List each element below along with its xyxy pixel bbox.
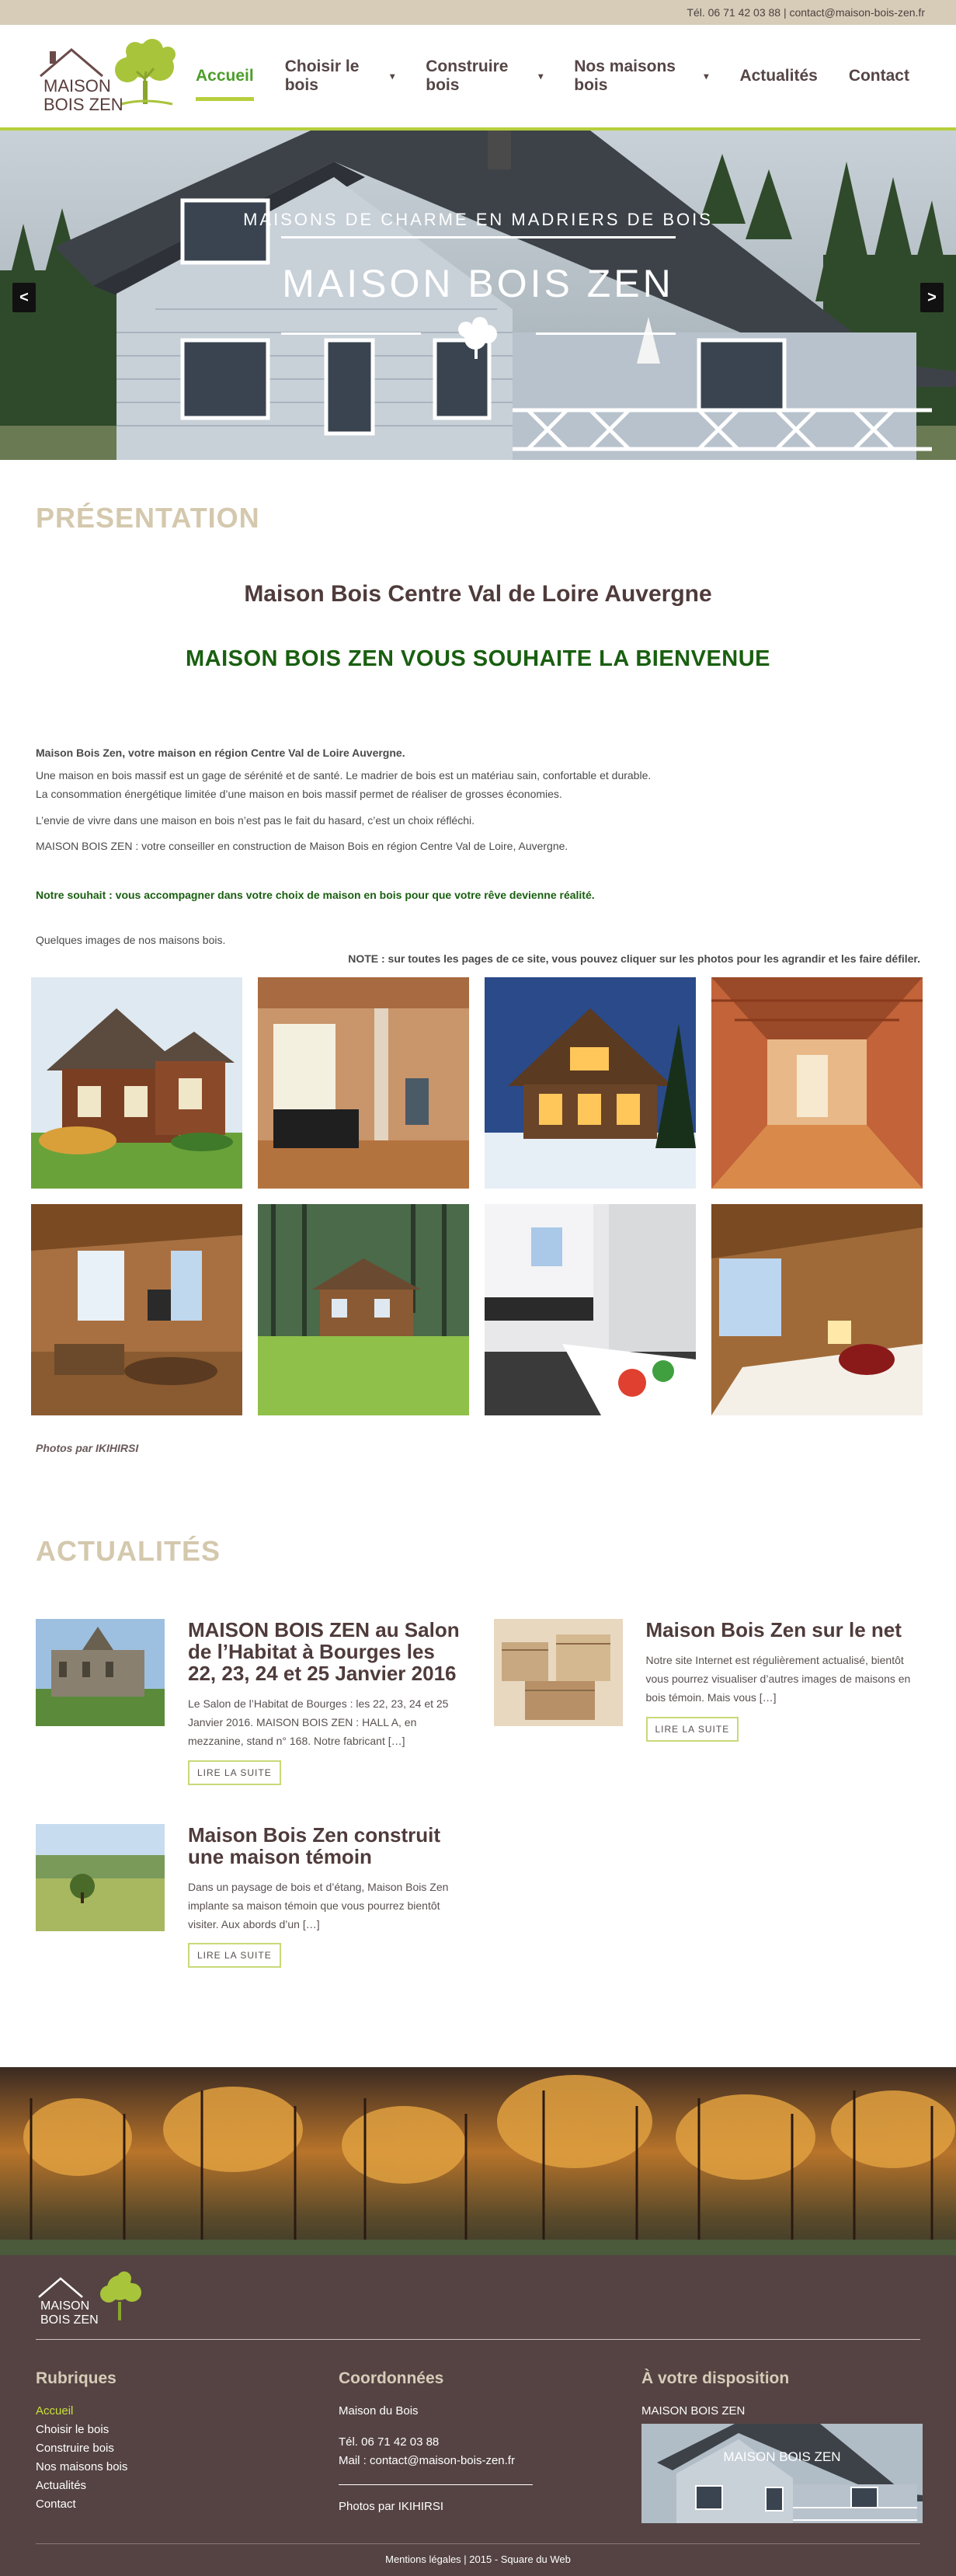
- svg-text:BOIS ZEN: BOIS ZEN: [43, 95, 123, 114]
- footer-link[interactable]: Accueil: [36, 2404, 74, 2418]
- svg-text:BOIS ZEN: BOIS ZEN: [40, 2313, 99, 2327]
- footer-dispo-name: MAISON BOIS ZEN: [641, 2404, 746, 2418]
- chevron-down-icon: ▾: [390, 71, 395, 82]
- para-3: L’envie de vivre dans une maison en bois n’est pas le fait du hasard, c’est un choix réfléchi.: [36, 813, 475, 827]
- forest-banner-image: [0, 2067, 956, 2255]
- para-1: Une maison en bois massif est un gage de sérénité et de santé. Le madrier de bois est un matériau sain, confortable et durable.: [36, 769, 652, 782]
- gallery-photo[interactable]: [711, 977, 923, 1189]
- svg-text:MAISON: MAISON: [43, 76, 111, 96]
- footer-link[interactable]: Actualités: [36, 2479, 87, 2493]
- top-contact-text[interactable]: Tél. 06 71 42 03 88 | contact@maison-bois-zen.fr: [687, 6, 925, 19]
- footer-coord-mail[interactable]: Mail : contact@maison-bois-zen.fr: [339, 2454, 515, 2468]
- hero-slider: [0, 131, 956, 460]
- presentation-section: [0, 460, 956, 965]
- news-item-title[interactable]: MAISON BOIS ZEN au Salon de l’Habitat à Bourges les 22, 23, 24 et 25 Janvier 2016: [188, 1618, 460, 1686]
- footer-house-thumb[interactable]: [641, 2424, 923, 2523]
- gallery-photo[interactable]: [711, 1204, 923, 1415]
- nav-contact-label: Contact: [848, 67, 909, 85]
- gallery-photo[interactable]: [258, 977, 469, 1189]
- hero-subtitle: MAISONS DE CHARME EN MADRIERS DE BOIS: [243, 210, 713, 229]
- gallery-photo[interactable]: [31, 1204, 242, 1415]
- news-item-excerpt: Dans un paysage de bois et d’étang, Maison Bois Zen implante sa maison témoin que vous pourrez bientôt visiter. Aux abords d’un […]: [188, 1880, 449, 1930]
- top-contact-bar: [0, 0, 956, 25]
- footer-link[interactable]: Nos maisons bois: [36, 2460, 128, 2474]
- wish-text: Notre souhait : vous accompagner dans votre choix de maison en bois pour que votre rêve devienne réalité.: [36, 889, 595, 902]
- read-more-button[interactable]: LIRE LA SUITE: [646, 1717, 739, 1742]
- footer-columns: [36, 2369, 920, 2523]
- news-title: ACTUALITÉS: [36, 1535, 221, 1568]
- hero-title: MAISON BOIS ZEN: [282, 262, 674, 305]
- nav-accueil[interactable]: [180, 61, 269, 92]
- para-4: MAISON BOIS ZEN : votre conseiller en construction de Maison Bois en région Centre Val de Loire, Auvergne.: [36, 840, 568, 853]
- footer-col-disposition: [641, 2369, 923, 2523]
- footer-logo[interactable]: [36, 2255, 152, 2330]
- news-grid: [36, 1619, 920, 2007]
- footer-link[interactable]: Contact: [36, 2498, 76, 2512]
- read-more-button[interactable]: LIRE LA SUITE: [188, 1943, 281, 1968]
- footer-rubriques-list: [36, 2402, 339, 2514]
- presentation-heading: Maison Bois Centre Val de Loire Auvergne: [244, 581, 712, 607]
- gallery-note: NOTE : sur toutes les pages de ce site, vous pouvez cliquer sur les photos pour les agrandir et les faire défiler.: [348, 952, 920, 966]
- news-body: [646, 1619, 921, 1785]
- chevron-down-icon: ▾: [538, 71, 544, 82]
- footer-coord-photos: Photos par IKIHIRSI: [339, 2500, 444, 2514]
- news-item-title[interactable]: Maison Bois Zen sur le net: [645, 1618, 902, 1642]
- intro-strong: Maison Bois Zen, votre maison en région Centre Val de Loire Auvergne.: [36, 747, 405, 759]
- news-item: [36, 1619, 463, 1785]
- news-thumb[interactable]: [36, 1824, 165, 1931]
- hero-divider-left: [281, 332, 421, 335]
- news-item-title[interactable]: Maison Bois Zen construit une maison témoin: [188, 1822, 441, 1868]
- nav-maisons-label: Nos maisons bois: [574, 57, 676, 94]
- main-nav: [180, 57, 925, 94]
- gallery-photo[interactable]: [258, 1204, 469, 1415]
- hero-divider-top: [281, 236, 676, 238]
- news-section: [0, 1454, 956, 2007]
- footer-link[interactable]: Choisir le bois: [36, 2423, 110, 2437]
- site-footer: [0, 2255, 956, 2576]
- svg-text:MAISON: MAISON: [40, 2299, 90, 2313]
- nav-choisir-le-bois[interactable]: [269, 57, 411, 94]
- gallery-photo[interactable]: [31, 977, 242, 1189]
- hero-divider-right: [536, 332, 676, 335]
- site-logo[interactable]: [36, 37, 180, 115]
- news-thumb[interactable]: [494, 1619, 623, 1726]
- news-body: [188, 1824, 463, 1969]
- slider-prev-button[interactable]: <: [12, 283, 36, 312]
- nav-construire-bois[interactable]: [410, 57, 558, 94]
- nav-accueil-label: Accueil: [196, 67, 254, 85]
- footer-link[interactable]: Construire bois: [36, 2442, 114, 2456]
- news-item-excerpt: Le Salon de l’Habitat de Bourges : les 22, 23, 24 et 25 Janvier 2016. MAISON BOIS ZEN : HALL A, en mezzanine, stand n° 168. Notre fabricant […]: [188, 1697, 449, 1748]
- footer-coord-tel[interactable]: Tél. 06 71 42 03 88: [339, 2435, 440, 2449]
- footer-rubriques-title: Rubriques: [36, 2369, 116, 2388]
- para-2: La consommation énergétique limitée d’une maison en bois massif permet de réaliser de grosses économies.: [36, 787, 562, 800]
- photos-credit: Photos par IKIHIRSI: [36, 1442, 139, 1455]
- nav-choisir-label: Choisir le bois: [284, 57, 360, 94]
- news-item-excerpt: Notre site Internet est régulièrement actualisé, bientôt vous pourrez visualiser d’autres images de maisons en bois témoin. Mais vous […]: [645, 1654, 911, 1704]
- footer-coord-title: Coordonnées: [339, 2369, 444, 2388]
- footer-col-coordonnees: [339, 2369, 641, 2523]
- footer-dispo-title: À votre disposition: [641, 2369, 790, 2388]
- nav-contact[interactable]: [833, 61, 925, 92]
- footer-legal[interactable]: Mentions légales | 2015 - Square du Web: [36, 2543, 920, 2576]
- svg-text:MAISON BOIS ZEN: MAISON BOIS ZEN: [723, 2449, 841, 2465]
- nav-actualites-label: Actualités: [739, 67, 818, 85]
- footer-coord-rule: [339, 2484, 533, 2485]
- news-item: [494, 1619, 921, 1785]
- nav-actualites[interactable]: [724, 61, 833, 92]
- chevron-down-icon: ▾: [704, 71, 709, 82]
- site-header: [0, 25, 956, 131]
- nav-construire-label: Construire bois: [426, 57, 509, 94]
- read-more-button[interactable]: LIRE LA SUITE: [188, 1760, 281, 1785]
- presentation-title: PRÉSENTATION: [36, 502, 260, 534]
- nav-nos-maisons-bois[interactable]: [558, 57, 724, 94]
- slider-next-button[interactable]: >: [920, 283, 944, 312]
- news-thumb[interactable]: [36, 1619, 165, 1726]
- logo-graphic: [36, 37, 180, 115]
- gallery-photo[interactable]: [485, 1204, 696, 1415]
- photo-gallery: [0, 977, 956, 1415]
- news-body: [188, 1619, 463, 1785]
- gallery-photo[interactable]: [485, 977, 696, 1189]
- footer-divider: [36, 2339, 920, 2340]
- images-intro: Quelques images de nos maisons bois.: [36, 934, 226, 947]
- news-item: [36, 1824, 463, 1969]
- footer-coord-name: Maison du Bois: [339, 2404, 419, 2418]
- footer-col-rubriques: [36, 2369, 339, 2523]
- welcome-heading: MAISON BOIS ZEN VOUS SOUHAITE LA BIENVENUE: [185, 646, 771, 671]
